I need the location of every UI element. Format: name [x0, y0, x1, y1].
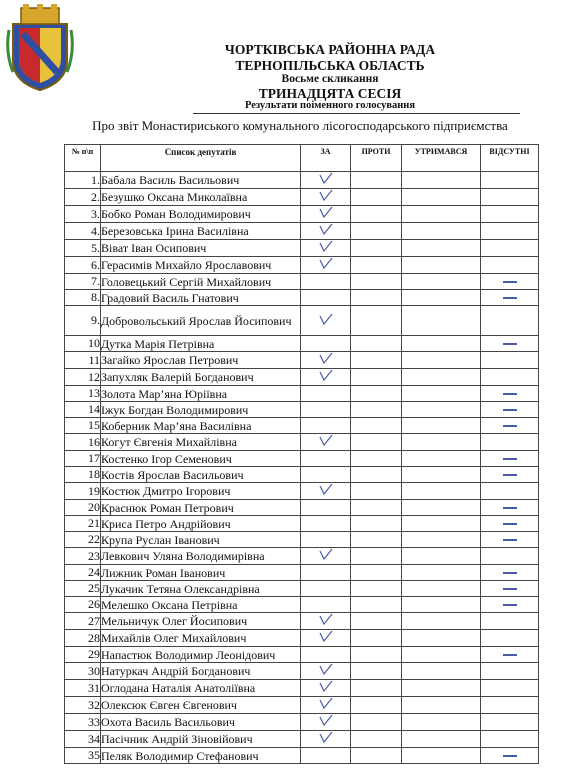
vote-cell-absent — [481, 369, 539, 386]
vote-cell-for — [301, 597, 351, 613]
row-number: 30 — [65, 663, 101, 680]
vote-cell-abstain — [402, 532, 481, 548]
vote-cell-absent — [481, 386, 539, 402]
vote-cell-absent — [481, 240, 539, 257]
deputy-name: Натуркач Андрій Богданович — [101, 663, 301, 680]
vote-cell-absent — [481, 189, 539, 206]
deputy-name: Охота Василь Васильович — [101, 714, 301, 731]
vote-cell-absent — [481, 565, 539, 581]
row-number: 26 — [65, 597, 101, 613]
vote-cell-for — [301, 257, 351, 274]
vote-cell-for — [301, 189, 351, 206]
row-number: 31 — [65, 680, 101, 697]
deputy-name: Краснюк Роман Петрович — [101, 500, 301, 516]
vote-cell-absent — [481, 532, 539, 548]
vote-cell-abstain — [402, 336, 481, 352]
table-row — [65, 500, 539, 516]
table-row — [65, 206, 539, 223]
col-abstain-header: УТРИМАВСЯ — [402, 145, 481, 172]
check-mark-icon — [319, 189, 333, 201]
vote-cell-abstain — [402, 613, 481, 630]
table-row — [65, 172, 539, 189]
table-row — [65, 306, 539, 336]
deputy-name: Оглодана Наталія Анатоліївна — [101, 680, 301, 697]
vote-cell-absent — [481, 680, 539, 697]
vote-cell-abstain — [402, 290, 481, 306]
table-row — [65, 548, 539, 565]
deputy-name: Градовий Василь Гнатович — [101, 290, 301, 306]
row-number: 17 — [65, 451, 101, 467]
vote-cell-for — [301, 748, 351, 764]
table-row — [65, 189, 539, 206]
vote-cell-against — [351, 680, 402, 697]
check-mark-icon — [319, 483, 333, 495]
vote-cell-abstain — [402, 630, 481, 647]
vote-cell-against — [351, 697, 402, 714]
row-number: 16 — [65, 434, 101, 451]
row-number: 33 — [65, 714, 101, 731]
vote-cell-absent — [481, 290, 539, 306]
row-number: 4. — [65, 223, 101, 240]
vote-cell-abstain — [402, 500, 481, 516]
table-row — [65, 581, 539, 597]
table-row — [65, 369, 539, 386]
vote-cell-absent — [481, 597, 539, 613]
coat-of-arms-logo — [5, 2, 75, 92]
table-row — [65, 386, 539, 402]
vote-cell-abstain — [402, 206, 481, 223]
dash-mark-icon — [503, 572, 517, 574]
vote-cell-abstain — [402, 467, 481, 483]
table-row — [65, 483, 539, 500]
vote-cell-abstain — [402, 680, 481, 697]
vote-cell-for — [301, 731, 351, 748]
vote-cell-against — [351, 647, 402, 663]
table-row — [65, 402, 539, 418]
council-title: ЧОРТКІВСЬКА РАЙОННА РАДА — [224, 42, 436, 57]
convocation-label: Восьме скликання — [281, 73, 379, 85]
deputy-name: Михайлів Олег Михайлович — [101, 630, 301, 647]
vote-cell-abstain — [402, 565, 481, 581]
vote-cell-for — [301, 581, 351, 597]
deputy-name: Напастюк Володимир Леонідович — [101, 647, 301, 663]
vote-cell-for — [301, 369, 351, 386]
vote-cell-absent — [481, 483, 539, 500]
row-number: 9. — [65, 306, 101, 336]
vote-cell-against — [351, 500, 402, 516]
check-mark-icon — [319, 206, 333, 218]
row-number: 29 — [65, 647, 101, 663]
vote-cell-abstain — [402, 223, 481, 240]
vote-cell-for — [301, 680, 351, 697]
vote-cell-abstain — [402, 731, 481, 748]
table-row — [65, 352, 539, 369]
vote-cell-against — [351, 274, 402, 290]
deputy-name: Левкович Уляна Володимирівна — [101, 548, 301, 565]
vote-cell-absent — [481, 548, 539, 565]
row-number: 19 — [65, 483, 101, 500]
vote-cell-abstain — [402, 483, 481, 500]
row-number: 10 — [65, 336, 101, 352]
vote-cell-for — [301, 548, 351, 565]
vote-cell-abstain — [402, 548, 481, 565]
dash-mark-icon — [503, 654, 517, 656]
dash-mark-icon — [503, 343, 517, 345]
row-number: 25 — [65, 581, 101, 597]
table-row — [65, 274, 539, 290]
vote-cell-abstain — [402, 352, 481, 369]
check-mark-icon — [319, 240, 333, 252]
check-mark-icon — [319, 223, 333, 235]
deputy-name: Безушко Оксана Миколаївна — [101, 189, 301, 206]
col-list-header: Список депутатів — [101, 145, 301, 172]
deputy-name: Мельничук Олег Йосипович — [101, 613, 301, 630]
oblast-title: ТЕРНОПІЛЬСЬКА ОБЛАСТЬ — [235, 58, 425, 73]
row-number: 11 — [65, 352, 101, 369]
vote-cell-against — [351, 748, 402, 764]
row-number: 28 — [65, 630, 101, 647]
vote-cell-absent — [481, 352, 539, 369]
vote-cell-against — [351, 451, 402, 467]
row-number: 1. — [65, 172, 101, 189]
vote-cell-against — [351, 189, 402, 206]
voting-table — [64, 144, 539, 764]
row-number: 3. — [65, 206, 101, 223]
check-mark-icon — [319, 630, 333, 642]
vote-cell-for — [301, 483, 351, 500]
vote-cell-against — [351, 240, 402, 257]
vote-cell-absent — [481, 467, 539, 483]
vote-cell-abstain — [402, 274, 481, 290]
vote-cell-abstain — [402, 240, 481, 257]
vote-cell-against — [351, 565, 402, 581]
deputy-name: Бабала Василь Васильович — [101, 172, 301, 189]
vote-cell-against — [351, 630, 402, 647]
vote-cell-for — [301, 451, 351, 467]
deputy-name: Бобко Роман Володимирович — [101, 206, 301, 223]
vote-cell-abstain — [402, 172, 481, 189]
table-row — [65, 451, 539, 467]
vote-cell-abstain — [402, 748, 481, 764]
vote-cell-absent — [481, 500, 539, 516]
table-row — [65, 663, 539, 680]
vote-cell-against — [351, 532, 402, 548]
row-number: 34 — [65, 731, 101, 748]
table-row — [65, 613, 539, 630]
deputy-name: Загайко Ярослав Петрович — [101, 352, 301, 369]
check-mark-icon — [319, 434, 333, 446]
vote-cell-absent — [481, 451, 539, 467]
row-number: 12 — [65, 369, 101, 386]
vote-cell-for — [301, 532, 351, 548]
vote-cell-absent — [481, 663, 539, 680]
deputy-name: Мелешко Оксана Петрівна — [101, 597, 301, 613]
check-mark-icon — [319, 680, 333, 692]
check-mark-icon — [319, 172, 333, 184]
check-mark-icon — [319, 613, 333, 625]
vote-cell-abstain — [402, 516, 481, 532]
check-mark-icon — [319, 697, 333, 709]
vote-cell-against — [351, 172, 402, 189]
table-row — [65, 565, 539, 581]
vote-cell-for — [301, 418, 351, 434]
vote-cell-against — [351, 369, 402, 386]
vote-cell-abstain — [402, 663, 481, 680]
vote-cell-absent — [481, 434, 539, 451]
row-number: 7. — [65, 274, 101, 290]
deputy-name: Пасічник Андрій Зіновійович — [101, 731, 301, 748]
vote-cell-absent — [481, 257, 539, 274]
dash-mark-icon — [503, 425, 517, 427]
vote-cell-for — [301, 697, 351, 714]
vote-cell-against — [351, 548, 402, 565]
deputy-name: Віват Іван Осипович — [101, 240, 301, 257]
table-row — [65, 532, 539, 548]
vote-cell-absent — [481, 697, 539, 714]
vote-cell-for — [301, 500, 351, 516]
dash-mark-icon — [503, 588, 517, 590]
row-number: 2. — [65, 189, 101, 206]
vote-cell-abstain — [402, 402, 481, 418]
vote-cell-absent — [481, 714, 539, 731]
vote-cell-against — [351, 613, 402, 630]
results-label: Результати поіменного голосування — [244, 100, 416, 111]
vote-cell-for — [301, 336, 351, 352]
vote-cell-absent — [481, 402, 539, 418]
vote-cell-absent — [481, 630, 539, 647]
row-number: 5. — [65, 240, 101, 257]
table-row — [65, 418, 539, 434]
vote-cell-absent — [481, 172, 539, 189]
col-absent-header: ВІДСУТНІ — [481, 145, 539, 172]
vote-cell-for — [301, 206, 351, 223]
table-row — [65, 731, 539, 748]
table-header-row — [65, 145, 539, 172]
vote-cell-against — [351, 581, 402, 597]
vote-cell-for — [301, 516, 351, 532]
vote-cell-absent — [481, 418, 539, 434]
vote-cell-against — [351, 714, 402, 731]
vote-cell-for — [301, 630, 351, 647]
vote-cell-against — [351, 731, 402, 748]
deputy-name: Головецький Сергій Михайлович — [101, 274, 301, 290]
vote-cell-for — [301, 274, 351, 290]
vote-cell-for — [301, 306, 351, 336]
deputy-name: Олексюк Євген Євгенович — [101, 697, 301, 714]
deputy-name: Герасимів Михайло Ярославович — [101, 257, 301, 274]
vote-cell-absent — [481, 516, 539, 532]
vote-cell-against — [351, 434, 402, 451]
row-number: 14 — [65, 402, 101, 418]
session-title: ТРИНАДЦЯТА СЕСІЯ — [258, 86, 402, 101]
row-number: 20 — [65, 500, 101, 516]
vote-cell-abstain — [402, 369, 481, 386]
vote-cell-absent — [481, 613, 539, 630]
row-number: 8. — [65, 290, 101, 306]
vote-cell-against — [351, 402, 402, 418]
table-row — [65, 697, 539, 714]
vote-cell-absent — [481, 731, 539, 748]
deputy-name: Лижник Роман Іванович — [101, 565, 301, 581]
table-row — [65, 467, 539, 483]
dash-mark-icon — [503, 604, 517, 606]
vote-cell-for — [301, 565, 351, 581]
row-number: 35 — [65, 748, 101, 764]
vote-cell-absent — [481, 748, 539, 764]
deputy-name: Костюк Дмитро Ігорович — [101, 483, 301, 500]
vote-cell-against — [351, 483, 402, 500]
dash-mark-icon — [503, 523, 517, 525]
row-number: 15 — [65, 418, 101, 434]
vote-cell-abstain — [402, 306, 481, 336]
vote-cell-absent — [481, 336, 539, 352]
vote-cell-against — [351, 467, 402, 483]
check-mark-icon — [319, 731, 333, 743]
deputy-name: Дутка Марія Петрівна — [101, 336, 301, 352]
row-number: 13 — [65, 386, 101, 402]
dash-mark-icon — [503, 474, 517, 476]
vote-cell-against — [351, 206, 402, 223]
vote-cell-against — [351, 336, 402, 352]
check-mark-icon — [319, 313, 333, 325]
vote-cell-for — [301, 290, 351, 306]
row-number: 21 — [65, 516, 101, 532]
row-number: 18 — [65, 467, 101, 483]
vote-cell-for — [301, 613, 351, 630]
vote-cell-against — [351, 663, 402, 680]
dash-mark-icon — [503, 507, 517, 509]
col-for-header: ЗА — [301, 145, 351, 172]
dash-mark-icon — [503, 755, 517, 757]
dash-mark-icon — [503, 539, 517, 541]
vote-cell-for — [301, 402, 351, 418]
vote-cell-absent — [481, 223, 539, 240]
dash-mark-icon — [503, 393, 517, 395]
vote-cell-against — [351, 516, 402, 532]
vote-cell-for — [301, 714, 351, 731]
row-number: 24 — [65, 565, 101, 581]
vote-cell-abstain — [402, 581, 481, 597]
table-row — [65, 336, 539, 352]
vote-cell-abstain — [402, 714, 481, 731]
vote-cell-for — [301, 386, 351, 402]
dash-mark-icon — [503, 297, 517, 299]
check-mark-icon — [319, 369, 333, 381]
row-number: 23 — [65, 548, 101, 565]
table-row — [65, 434, 539, 451]
deputy-name: Костів Ярослав Васильович — [101, 467, 301, 483]
vote-cell-abstain — [402, 257, 481, 274]
deputy-name: Добровольський Ярослав Йосипович — [101, 306, 301, 336]
vote-cell-for — [301, 223, 351, 240]
vote-cell-against — [351, 290, 402, 306]
table-row — [65, 223, 539, 240]
vote-cell-abstain — [402, 386, 481, 402]
vote-cell-for — [301, 663, 351, 680]
vote-cell-absent — [481, 306, 539, 336]
col-num-header: № п\п — [65, 145, 101, 172]
table-row — [65, 680, 539, 697]
dash-mark-icon — [503, 458, 517, 460]
vote-cell-against — [351, 352, 402, 369]
vote-cell-for — [301, 647, 351, 663]
col-against-header: ПРОТИ — [351, 145, 402, 172]
vote-cell-against — [351, 306, 402, 336]
check-mark-icon — [319, 548, 333, 560]
deputy-name: Іжук Богдан Володимирович — [101, 402, 301, 418]
row-number: 22 — [65, 532, 101, 548]
deputy-name: Крупа Руслан Іванович — [101, 532, 301, 548]
deputy-name: Золота Мар’яна Юріївна — [101, 386, 301, 402]
vote-cell-against — [351, 418, 402, 434]
table-row — [65, 647, 539, 663]
vote-cell-for — [301, 172, 351, 189]
row-number: 6. — [65, 257, 101, 274]
deputy-name: Костенко Ігор Семенович — [101, 451, 301, 467]
table-row — [65, 597, 539, 613]
row-number: 32 — [65, 697, 101, 714]
table-body — [65, 172, 539, 764]
dash-mark-icon — [503, 409, 517, 411]
vote-cell-absent — [481, 647, 539, 663]
vote-cell-abstain — [402, 597, 481, 613]
vote-subject: Про звіт Монастириського комунального лісогосподарського підприємства — [92, 118, 508, 133]
table-row — [65, 240, 539, 257]
check-mark-icon — [319, 663, 333, 675]
vote-cell-against — [351, 257, 402, 274]
header-divider — [193, 113, 520, 114]
deputy-name: Лукачик Тетяна Олександрівна — [101, 581, 301, 597]
table-row — [65, 714, 539, 731]
vote-cell-abstain — [402, 451, 481, 467]
table-row — [65, 290, 539, 306]
vote-cell-against — [351, 223, 402, 240]
deputy-name: Криса Петро Андрійович — [101, 516, 301, 532]
vote-cell-abstain — [402, 189, 481, 206]
check-mark-icon — [319, 714, 333, 726]
vote-cell-absent — [481, 274, 539, 290]
vote-cell-for — [301, 240, 351, 257]
table-row — [65, 630, 539, 647]
vote-cell-abstain — [402, 697, 481, 714]
vote-cell-for — [301, 467, 351, 483]
deputy-name: Березовська Ірина Василівна — [101, 223, 301, 240]
row-number: 27 — [65, 613, 101, 630]
vote-cell-absent — [481, 206, 539, 223]
deputy-name: Коберник Мар’яна Василівна — [101, 418, 301, 434]
dash-mark-icon — [503, 281, 517, 283]
vote-cell-against — [351, 597, 402, 613]
check-mark-icon — [319, 352, 333, 364]
check-mark-icon — [319, 257, 333, 269]
vote-cell-abstain — [402, 434, 481, 451]
deputy-name: Когут Євгенія Михайлівна — [101, 434, 301, 451]
table-row — [65, 257, 539, 274]
table-row — [65, 516, 539, 532]
deputy-name: Запухляк Валерій Богданович — [101, 369, 301, 386]
vote-cell-against — [351, 386, 402, 402]
table-row — [65, 748, 539, 764]
deputy-name: Пеляк Володимир Стефанович — [101, 748, 301, 764]
vote-cell-for — [301, 352, 351, 369]
vote-cell-abstain — [402, 647, 481, 663]
vote-cell-for — [301, 434, 351, 451]
vote-cell-abstain — [402, 418, 481, 434]
vote-cell-absent — [481, 581, 539, 597]
